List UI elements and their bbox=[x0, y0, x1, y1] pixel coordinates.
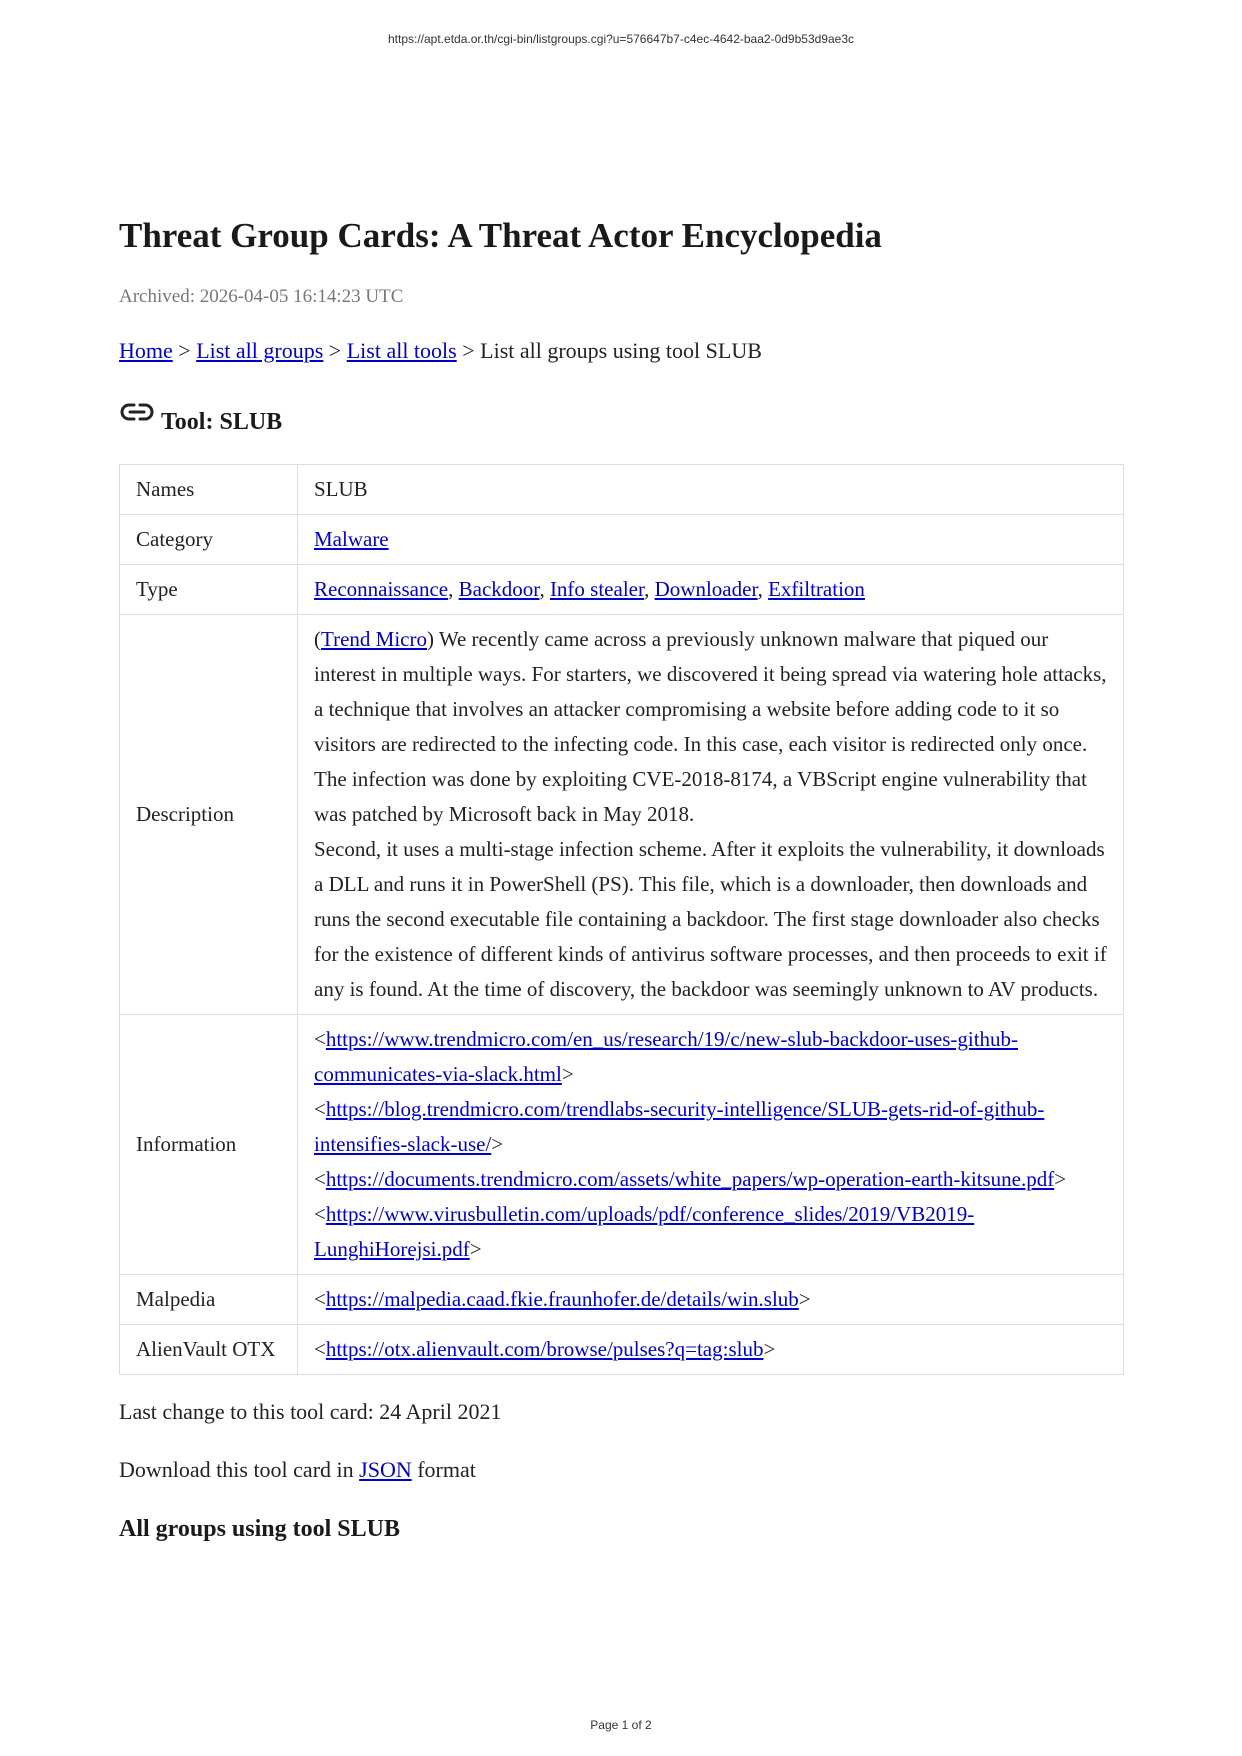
type-value bbox=[298, 565, 1124, 615]
breadcrumb-all-tools-link[interactable]: List all tools bbox=[346, 338, 457, 363]
archived-timestamp: Archived: 2026-04-05 16:14:23 UTC bbox=[119, 286, 404, 307]
type-link-exfiltration[interactable]: Exfiltration bbox=[768, 577, 865, 601]
page-title: Threat Group Cards: A Threat Actor Encyclopedia bbox=[119, 216, 882, 255]
information-link-1[interactable]: https://www.trendmicro.com/en_us/research/19/c/new-slub-backdoor-uses-github-communicates-via-slack.html bbox=[314, 1027, 1019, 1086]
information-link-line bbox=[314, 1022, 1107, 1092]
breadcrumb-home-link[interactable]: Home bbox=[119, 338, 173, 363]
type-separator: , bbox=[644, 577, 655, 601]
category-value bbox=[298, 515, 1124, 565]
type-separator: , bbox=[448, 577, 459, 601]
type-separator: , bbox=[539, 577, 550, 601]
description-paragraph-2: Second, it uses a multi-stage infection scheme. After it exploits the vulnerability, it downloads a DLL and runs it in PowerShell (PS). This file, which is a downloader, then downloads and runs the second executable file containing a backdoor. The first stage downloader also checks for the existence of different kinds of antivirus software processes, and then proceeds to exit if any is found. At the time of discovery, the backdoor was seemingly unknown to AV products. bbox=[314, 837, 1107, 1001]
description-source-link[interactable]: Trend Micro bbox=[321, 627, 427, 651]
table-row-description bbox=[120, 615, 1124, 1015]
download-line bbox=[119, 1455, 1124, 1485]
breadcrumb-separator: > bbox=[456, 338, 481, 363]
breadcrumb-current: List all groups using tool SLUB bbox=[480, 338, 762, 363]
description-value bbox=[298, 615, 1124, 1015]
table-row-alienvault bbox=[120, 1325, 1124, 1375]
alienvault-label: AlienVault OTX bbox=[120, 1325, 298, 1375]
description-paragraph-1 bbox=[314, 622, 1107, 832]
tool-card-table bbox=[119, 464, 1124, 1375]
table-row-names bbox=[120, 465, 1124, 515]
angle-open: < bbox=[314, 1027, 326, 1051]
type-link-backdoor[interactable]: Backdoor bbox=[458, 577, 540, 601]
angle-close: > bbox=[491, 1132, 504, 1156]
download-prefix: Download this tool card in bbox=[119, 1457, 360, 1482]
names-label: Names bbox=[120, 465, 298, 515]
information-value bbox=[298, 1015, 1124, 1275]
malpedia-link[interactable]: https://malpedia.caad.fkie.fraunhofer.de/details/win.slub bbox=[325, 1287, 799, 1311]
angle-open: < bbox=[314, 1097, 326, 1121]
angle-close: > bbox=[798, 1287, 811, 1311]
type-label: Type bbox=[120, 565, 298, 615]
description-open-paren: ( bbox=[314, 627, 321, 651]
information-label: Information bbox=[120, 1015, 298, 1275]
description-text-1: ) We recently came across a previously unknown malware that piqued our interest in multiple ways. For starters, we discovered it being spread via watering hole attacks, a technique that involves an attacker compromising a website before adding code to it so visitors are redirected to the infecting code. In this case, each visitor is redirected only once. The infection was done by exploiting CVE-2018-8174, a VBScript engine vulnerability that was patched by Microsoft back in May 2018. bbox=[314, 627, 1107, 826]
download-suffix: format bbox=[411, 1457, 476, 1482]
type-link-info-stealer[interactable]: Info stealer bbox=[549, 577, 645, 601]
page-number: Page 1 of 2 bbox=[590, 1718, 652, 1732]
alienvault-link[interactable]: https://otx.alienvault.com/browse/pulses?q=tag:slub bbox=[325, 1337, 764, 1361]
groups-heading: All groups using tool SLUB bbox=[119, 1516, 400, 1542]
angle-close: > bbox=[1054, 1167, 1067, 1191]
information-link-2[interactable]: https://blog.trendmicro.com/trendlabs-security-intelligence/SLUB-gets-rid-of-github-intensifies-slack-use/ bbox=[314, 1097, 1045, 1156]
breadcrumb-separator: > bbox=[323, 338, 347, 363]
table-row-category bbox=[120, 515, 1124, 565]
table-row-information bbox=[120, 1015, 1124, 1275]
type-link-reconnaissance[interactable]: Reconnaissance bbox=[314, 577, 449, 601]
tool-title: Tool: SLUB bbox=[161, 408, 283, 435]
names-value: SLUB bbox=[298, 465, 1124, 515]
angle-open: < bbox=[314, 1202, 326, 1226]
information-link-line bbox=[314, 1092, 1107, 1162]
tool-heading bbox=[119, 402, 1124, 442]
information-link-line bbox=[314, 1162, 1107, 1197]
malpedia-label: Malpedia bbox=[120, 1275, 298, 1325]
breadcrumb bbox=[119, 336, 1124, 366]
angle-open: < bbox=[314, 1337, 326, 1361]
alienvault-value bbox=[298, 1325, 1124, 1375]
table-row-type bbox=[120, 565, 1124, 615]
information-link-3[interactable]: https://documents.trendmicro.com/assets/white_papers/wp-operation-earth-kitsune.pdf bbox=[325, 1167, 1055, 1191]
type-separator: , bbox=[757, 577, 769, 601]
angle-close: > bbox=[561, 1062, 574, 1086]
main-content bbox=[119, 212, 1124, 1545]
angle-open: < bbox=[314, 1167, 326, 1191]
angle-close: > bbox=[763, 1337, 776, 1361]
print-header-url: https://apt.etda.or.th/cgi-bin/listgroups.cgi?u=576647b7-c4ec-4642-baa2-0d9b53d9ae3c bbox=[387, 32, 854, 46]
category-label: Category bbox=[120, 515, 298, 565]
angle-close: > bbox=[469, 1237, 482, 1261]
table-row-malpedia bbox=[120, 1275, 1124, 1325]
breadcrumb-all-groups-link[interactable]: List all groups bbox=[196, 338, 324, 363]
type-link-downloader[interactable]: Downloader bbox=[654, 577, 758, 601]
download-json-link[interactable]: JSON bbox=[359, 1457, 412, 1482]
breadcrumb-separator: > bbox=[172, 338, 197, 363]
angle-open: < bbox=[314, 1287, 326, 1311]
information-link-line bbox=[314, 1197, 1107, 1267]
information-link-4[interactable]: https://www.virusbulletin.com/uploads/pdf/conference_slides/2019/VB2019-LunghiHorejsi.pdf bbox=[314, 1202, 975, 1261]
description-label: Description bbox=[120, 615, 298, 1015]
link-icon bbox=[119, 409, 155, 436]
last-change-text: Last change to this tool card: 24 April 2021 bbox=[119, 1399, 502, 1424]
malpedia-value bbox=[298, 1275, 1124, 1325]
category-link-malware[interactable]: Malware bbox=[314, 527, 389, 551]
